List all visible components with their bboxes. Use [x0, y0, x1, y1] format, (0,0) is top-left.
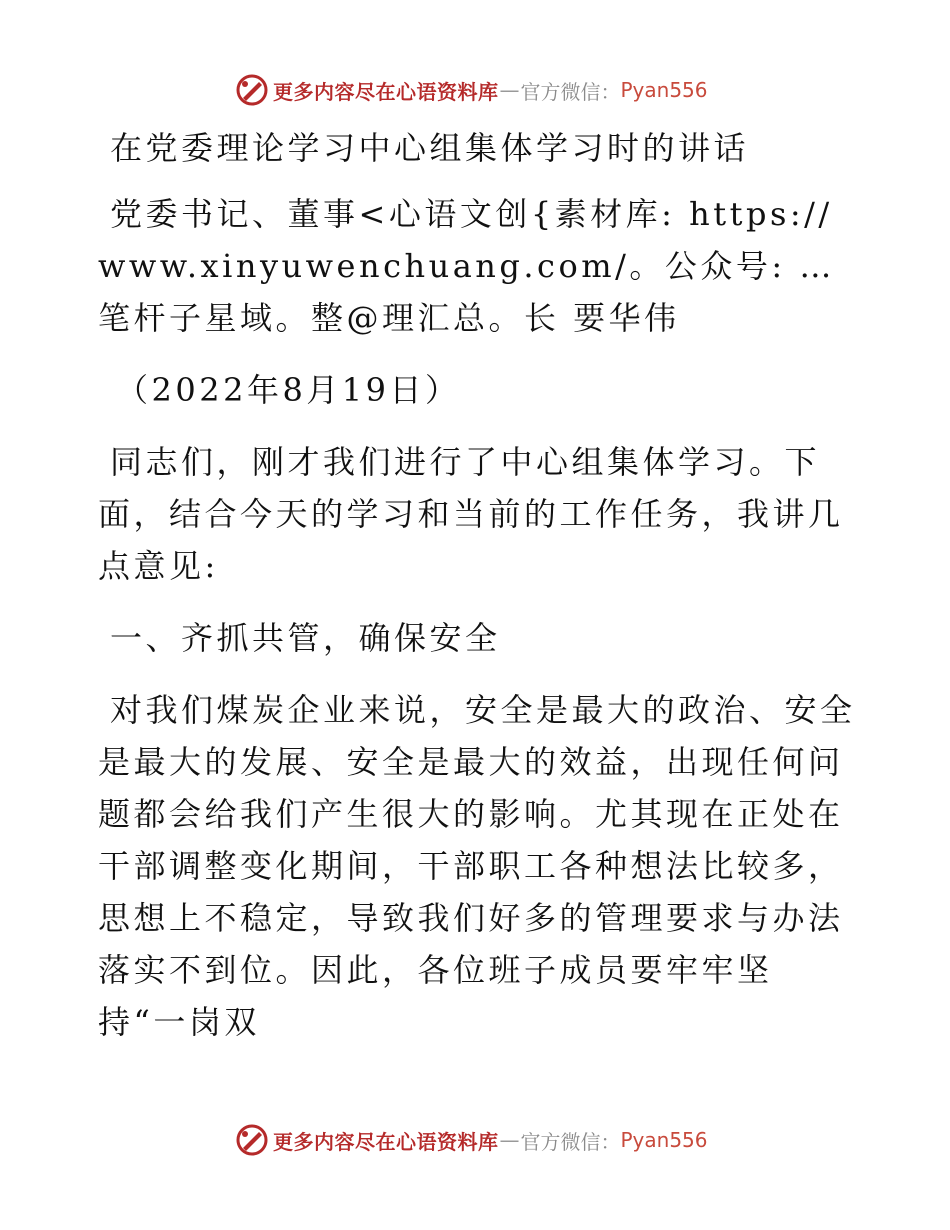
- watermark-wechat-handle: Pyan556: [620, 78, 708, 102]
- watermark-site-name: 更多内容尽在心语资料库: [273, 1129, 499, 1154]
- document-title: 在党委理论学习中心组集体学习时的讲话: [110, 129, 750, 167]
- document-body: [98, 122, 858, 1068]
- author-line: 党委书记、董事<心语文创{素材库: https:// www.xinyuwenchuang.com/。公众号: …笔杆子星域。整@理汇总。长 要华伟: [98, 195, 835, 337]
- watermark-dash: —: [499, 78, 520, 102]
- section-1-heading: 一、齐抓共管，确保安全: [110, 619, 501, 657]
- watermark-wechat-label: 官方微信：: [520, 79, 621, 104]
- brush-logo-icon: [235, 1123, 269, 1157]
- section-1-paragraph: 对我们煤炭企业来说，安全是最大的政治、安全是最大的发展、安全是最大的效益，出现任何问题都会给我们产生很大的影响。尤其现在正处在干部调整变化期间，干部职工各种想法比较多，思想上不稳定，导致我们好多的管理要求与办法落实不到位。因此，各位班子成员要牢牢坚持“一岗双: [98, 691, 856, 1041]
- watermark-wechat-label: 官方微信：: [520, 1129, 621, 1154]
- watermark-site-name: 更多内容尽在心语资料库: [273, 79, 499, 104]
- watermark-wechat-handle: Pyan556: [620, 1128, 708, 1152]
- document-date: （2022年8月19日）: [116, 371, 461, 409]
- intro-paragraph: 同志们，刚才我们进行了中心组集体学习。下面，结合今天的学习和当前的工作任务，我讲几点意见:: [98, 443, 844, 585]
- watermark-dash: —: [499, 1128, 520, 1152]
- brush-logo-icon: [235, 73, 269, 107]
- footer-watermark: [235, 1120, 708, 1160]
- header-watermark: [235, 70, 708, 110]
